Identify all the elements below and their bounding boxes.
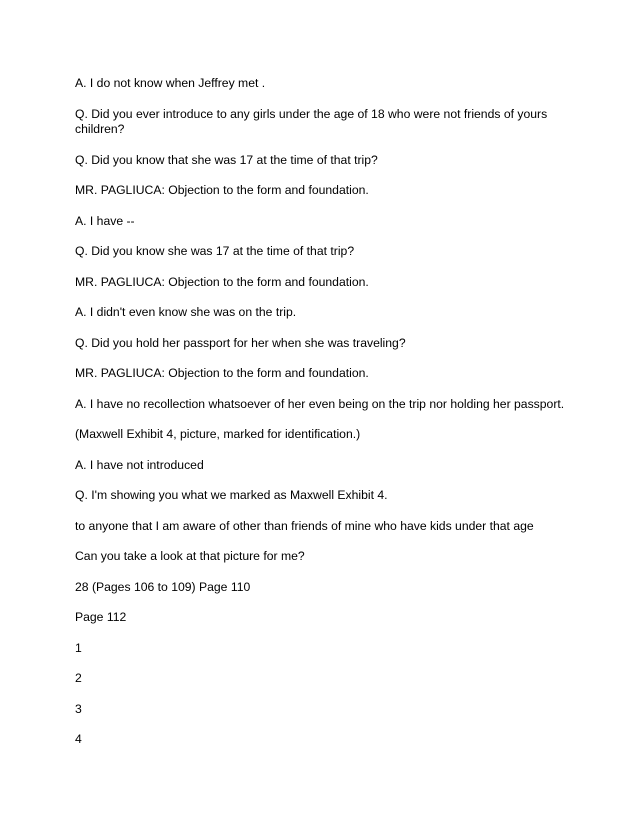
page-reference: 28 (Pages 106 to 109) Page 110 (75, 580, 251, 594)
transcript-line: Q. Did you hold her passport for her when she was traveling? (75, 336, 406, 350)
transcript-line: to anyone that I am aware of other than friends of mine who have kids under that age (75, 519, 534, 533)
transcript-line: Q. Did you know that she was 17 at the time of that trip? (75, 153, 378, 167)
transcript-line: Q. Did you ever introduce to any girls under the age of 18 who were not friends of yours children? (75, 107, 548, 136)
line-number: 2 (75, 671, 82, 685)
line-number: 4 (75, 732, 82, 746)
line-number: 3 (75, 702, 82, 716)
transcript-line: (Maxwell Exhibit 4, picture, marked for identification.) (75, 427, 361, 441)
transcript-line: A. I didn't even know she was on the trip. (75, 305, 297, 319)
line-number: 1 (75, 641, 82, 655)
transcript-line: A. I do not know when Jeffrey met . (75, 76, 266, 90)
page-reference: Page 112 (75, 610, 127, 624)
transcript-line: A. I have not introduced (75, 458, 204, 472)
transcript-line: Q. Did you know she was 17 at the time of that trip? (75, 244, 355, 258)
transcript-line: A. I have no recollection whatsoever of her even being on the trip nor holding her passport. (75, 397, 565, 411)
transcript-line: Can you take a look at that picture for me? (75, 549, 305, 563)
transcript-line: MR. PAGLIUCA: Objection to the form and foundation. (75, 366, 369, 380)
transcript-line: Q. I'm showing you what we marked as Maxwell Exhibit 4. (75, 488, 388, 502)
transcript-line: A. I have -- (75, 214, 135, 228)
transcript-line: MR. PAGLIUCA: Objection to the form and foundation. (75, 183, 369, 197)
transcript-line: MR. PAGLIUCA: Objection to the form and foundation. (75, 275, 369, 289)
